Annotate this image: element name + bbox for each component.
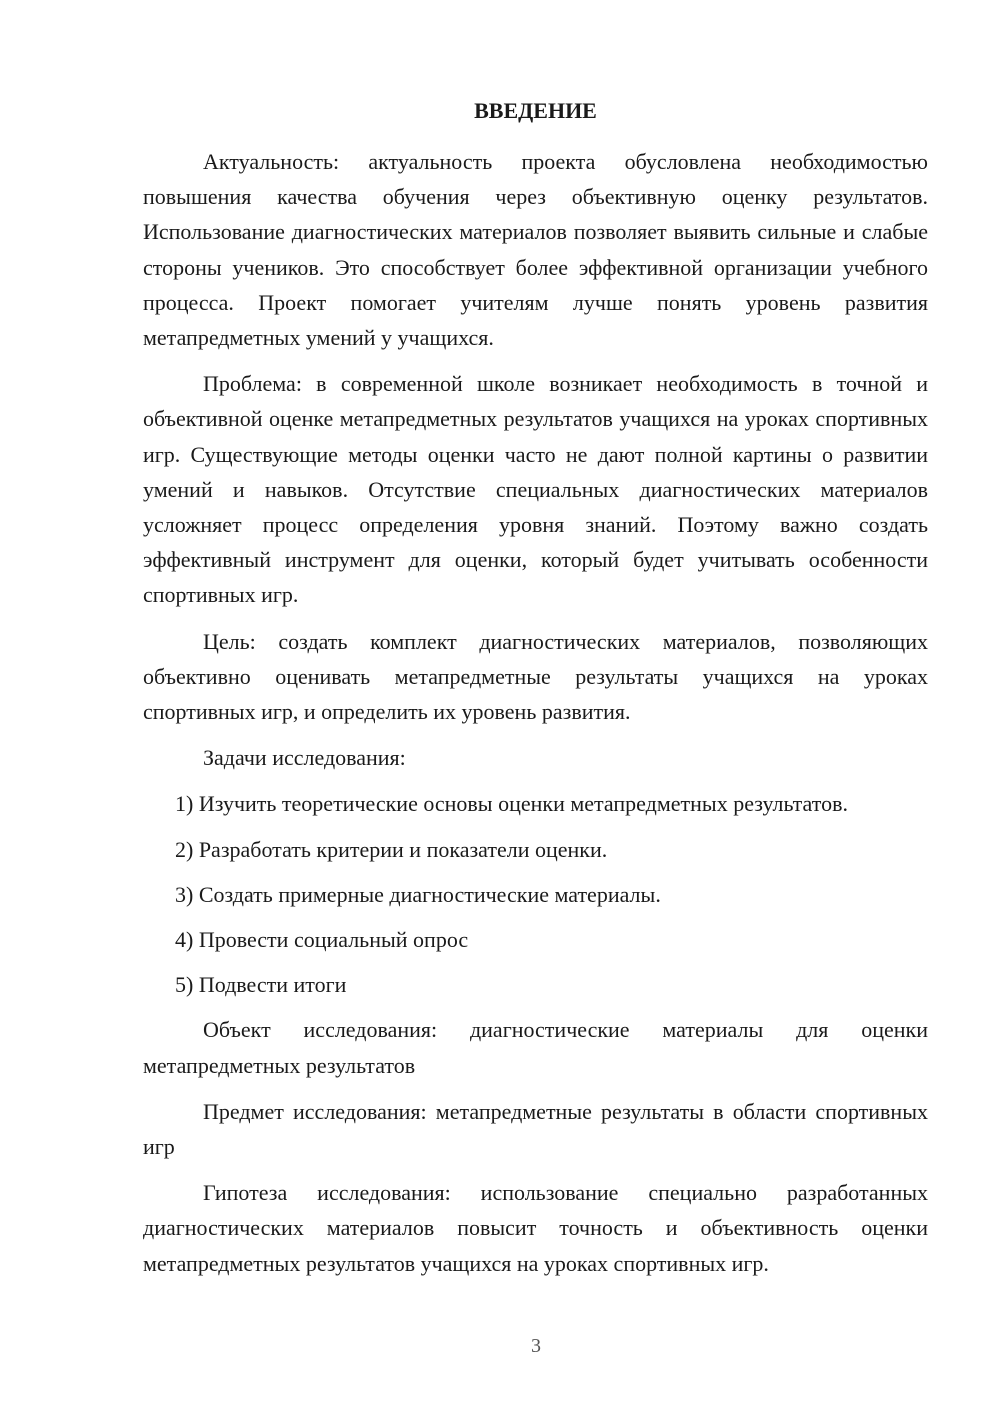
problem-paragraph: Проблема: в современной школе возникает необходимость в точной и объективной оценке метапредметных результатов учащихся на уроках спортивных игр. Существующие методы оценки часто не дают полной картины о развитии умений и навыков. Отсутствие специальных диагностических материалов усложняет процесс определения уровня знаний. Поэтому важно создать эффективный инструмент для оценки, который будет учитывать особенности спортивных игр. — [143, 371, 928, 608]
section-heading: ВВЕДЕНИЕ — [474, 98, 597, 123]
subject-paragraph: Предмет исследования: метапредметные результаты в области спортивных игр — [143, 1098, 928, 1160]
list-item: 5) Подвести итоги — [175, 972, 347, 998]
goal-paragraph: Цель: создать комплект диагностических материалов, позволяющих объективно оценивать метапредметные результаты учащихся на уроках спортивных игр, и определить их уровень развития. — [143, 628, 928, 725]
page-number: 3 — [531, 1335, 541, 1357]
list-item: 2) Разработать критерии и показатели оценки. — [175, 836, 608, 862]
document-page — [143, 96, 928, 1292]
list-item: 3) Создать примерные диагностические материалы. — [175, 881, 661, 907]
object-paragraph: Объект исследования: диагностические материалы для оценки метапредметных результатов — [143, 1017, 928, 1078]
tasks-title: Задачи исследования: — [203, 745, 406, 771]
tasks-list — [143, 786, 928, 1002]
hypothesis-paragraph: Гипотеза исследования: использование специально разработанных диагностических материалов повысит точность и объективность оценки метапредметных результатов учащихся на уроках спортивных игр. — [143, 1180, 928, 1276]
list-item: 1) Изучить теоретические основы оценки метапредметных результатов. — [175, 791, 848, 817]
list-item: 4) Провести социальный опрос — [175, 927, 469, 953]
relevance-paragraph: Актуальность: актуальность проекта обусловлена необходимостью повышения качества обучения через объективную оценку результатов. Использование диагностических материалов позволяет выявить сильные и слабые стороны учеников. Это способствует более эффективной организации учебного процесса. Проект помогает учителям лучше понять уровень развития метапредметных умений у учащихся. — [143, 149, 928, 351]
